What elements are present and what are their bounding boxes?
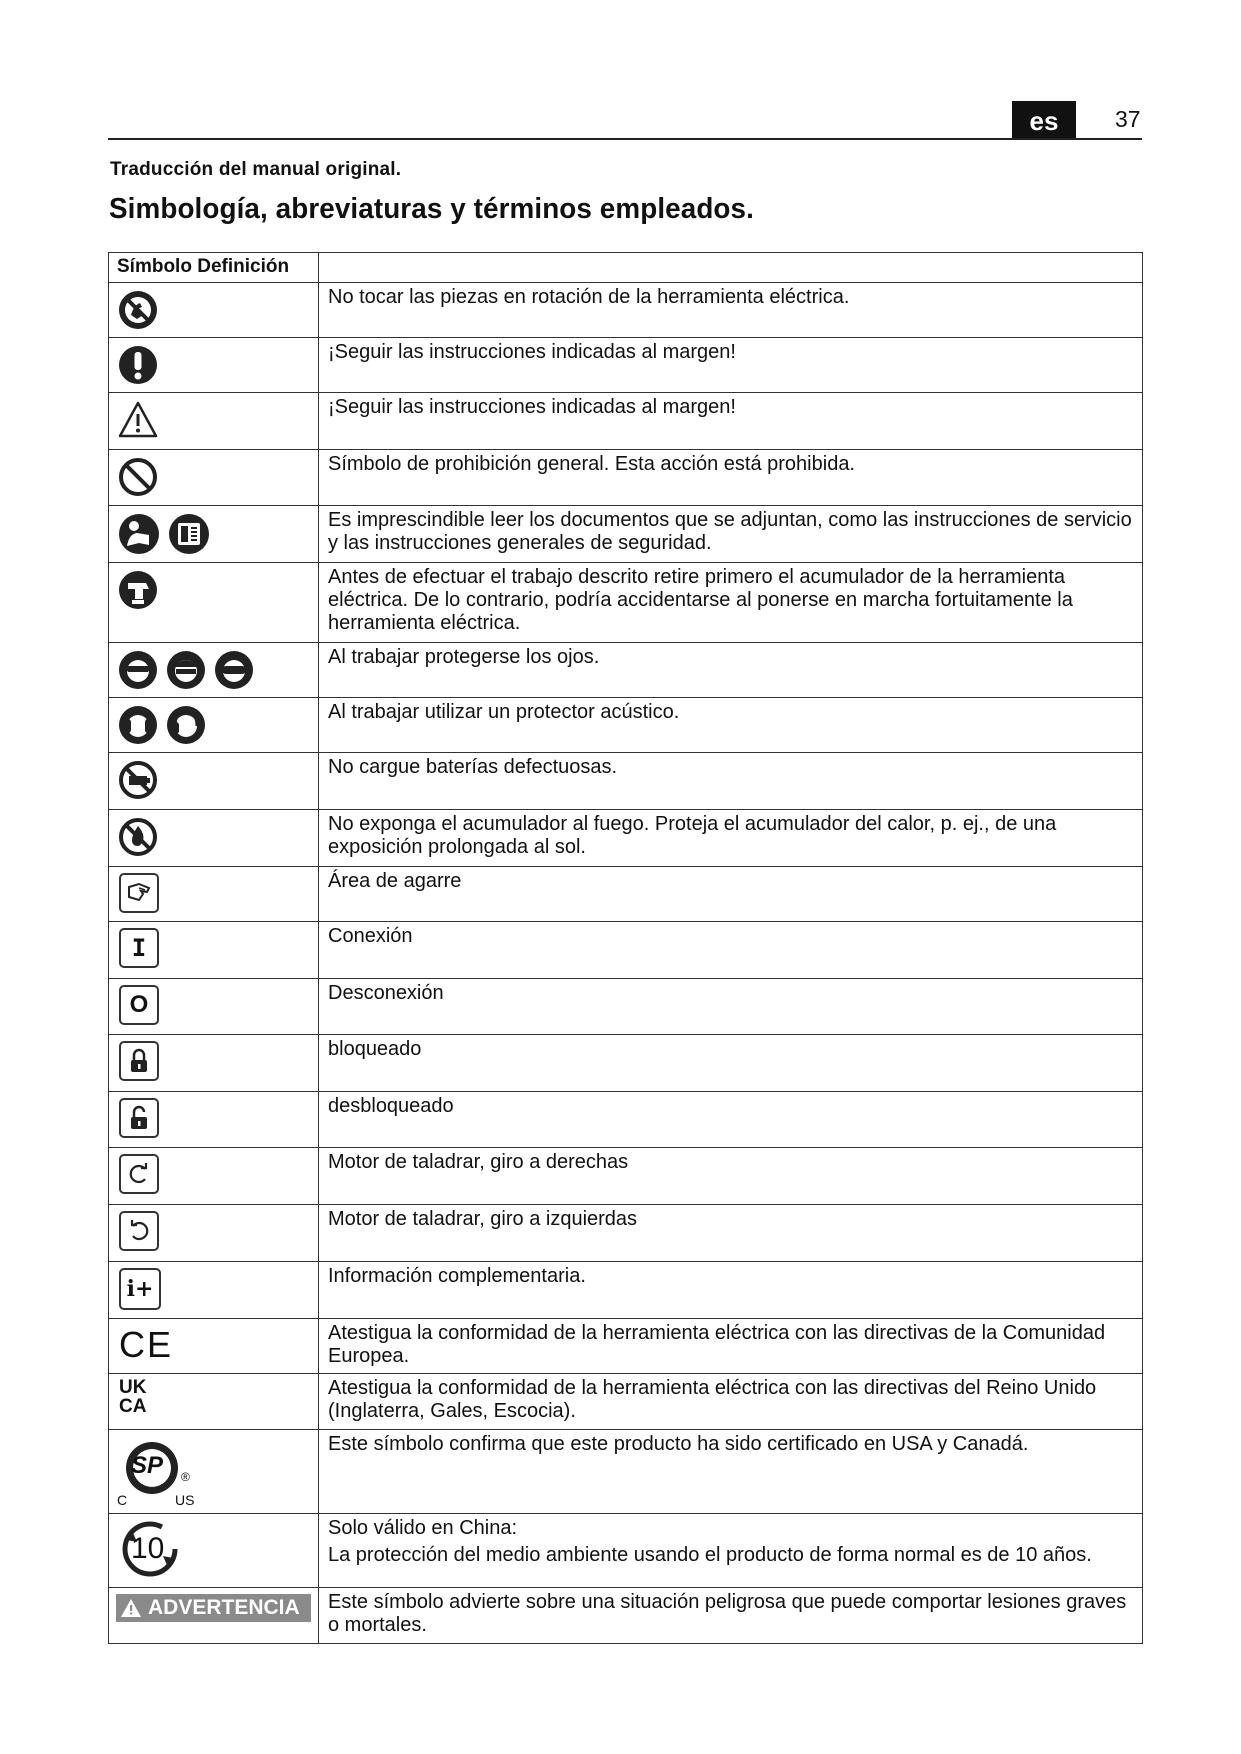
rotate-counterclockwise-icon (119, 1211, 159, 1251)
table-row (109, 698, 1143, 753)
table-row (109, 1205, 1143, 1262)
table-row (109, 1588, 1143, 1644)
definition-cell: Este símbolo advierte sobre una situación peligrosa que puede comportar lesiones graves o mortales. (319, 1588, 1143, 1644)
table-row (109, 1319, 1143, 1374)
table-row (109, 563, 1143, 643)
definition-cell: Símbolo de prohibición general. Esta acción está prohibida. (319, 450, 1143, 506)
table-row (109, 450, 1143, 506)
table-row (109, 506, 1143, 563)
table-row (109, 753, 1143, 810)
table-row (109, 338, 1143, 393)
warning-triangle-icon (120, 1598, 142, 1618)
read-manual-person-icon (117, 512, 161, 556)
no-fire-icon (117, 816, 159, 858)
table-row (109, 1148, 1143, 1205)
table-row (109, 283, 1143, 338)
table-row (109, 393, 1143, 450)
language-badge: es (1012, 101, 1076, 138)
definition-cell: Motor de taladrar, giro a derechas (319, 1148, 1143, 1205)
definition-cell: Información complementaria. (319, 1262, 1143, 1319)
symbols-table (108, 252, 1143, 1644)
definition-cell: Área de agarre (319, 867, 1143, 922)
table-header-label: Símbolo Definición (117, 256, 290, 277)
power-off-icon: O (119, 985, 159, 1025)
eye-protection-helmet-icon (165, 649, 207, 691)
document-subtitle: Traducción del manual original. (110, 159, 402, 180)
definition-cell: Antes de efectuar el trabajo descrito retire primero el acumulador de la herramienta eléctrica. De lo contrario, podría accidentarse al ponerse en marcha fortuitamente la herramienta eléctrica. (319, 563, 1143, 643)
table-row (109, 922, 1143, 979)
document-title: Simbología, abreviaturas y términos empleados. (109, 193, 754, 225)
table-row (109, 1374, 1143, 1430)
table-row (109, 1430, 1143, 1514)
ukca-mark-icon: UK CA (119, 1377, 147, 1417)
table-row (109, 867, 1143, 922)
definition-cell: Al trabajar utilizar un protector acústico. (319, 698, 1143, 753)
definition-cell: Conexión (319, 922, 1143, 979)
table-row (109, 1035, 1143, 1092)
header-rule (108, 138, 1142, 140)
table-row (109, 1514, 1143, 1588)
definition-cell: ¡Seguir las instrucciones indicadas al margen! (319, 393, 1143, 450)
definition-cell: Atestigua la conformidad de la herramienta eléctrica con las directivas del Reino Unido (Inglaterra, Gales, Escocia). (319, 1374, 1143, 1430)
eye-protection-goggles-icon (213, 649, 255, 691)
definition-cell: No exponga el acumulador al fuego. Proteja el acumulador del calor, p. ej., de una exposición prolongada al sol. (319, 810, 1143, 867)
definition-cell: ¡Seguir las instrucciones indicadas al margen! (319, 338, 1143, 393)
prohibition-icon (117, 456, 159, 498)
definition-cell: Solo válido en China: La protección del medio ambiente usando el producto de forma normal es de 10 años. (319, 1514, 1143, 1588)
definition-cell: Motor de taladrar, giro a izquierdas (319, 1205, 1143, 1262)
info-plus-icon: i+ (119, 1268, 161, 1310)
rotate-clockwise-icon (119, 1154, 159, 1194)
definition-cell: Atestigua la conformidad de la herramienta eléctrica con las directivas de la Comunidad Europea. (319, 1319, 1143, 1374)
csa-certification-icon: SP ® C US (109, 1430, 199, 1508)
eye-protection-glasses-icon (117, 649, 159, 691)
definition-cell: No cargue baterías defectuosas. (319, 753, 1143, 810)
warning-triangle-icon (117, 399, 159, 441)
table-header-row (109, 253, 1143, 283)
definition-cell: desbloqueado (319, 1092, 1143, 1148)
power-on-icon: I (119, 928, 159, 968)
definition-cell: Este símbolo confirma que este producto ha sido certificado en USA y Canadá. (319, 1430, 1143, 1514)
table-row (109, 1262, 1143, 1319)
mandatory-exclamation-icon (117, 344, 159, 386)
hearing-protection-icon (117, 704, 159, 746)
remove-battery-icon (117, 569, 159, 611)
grip-area-icon (119, 873, 159, 913)
china-environment-10-icon: 10 (109, 1514, 189, 1584)
lock-closed-icon (119, 1041, 159, 1081)
definition-cell: Al trabajar protegerse los ojos. (319, 643, 1143, 698)
lock-open-icon (119, 1098, 159, 1138)
ce-mark-icon: CE (119, 1324, 174, 1365)
definition-cell: bloqueado (319, 1035, 1143, 1092)
table-row (109, 810, 1143, 867)
no-touch-rotating-parts-icon (117, 289, 159, 331)
table-row (109, 643, 1143, 698)
definition-cell: No tocar las piezas en rotación de la herramienta eléctrica. (319, 283, 1143, 338)
hearing-protection-earmuff-icon (165, 704, 207, 746)
definition-cell: Desconexión (319, 979, 1143, 1035)
advertencia-warning-label: ADVERTENCIA (116, 1594, 311, 1622)
table-row (109, 1092, 1143, 1148)
page-number: 37 (1115, 106, 1141, 132)
manual-book-icon (167, 512, 211, 556)
no-charge-defective-battery-icon (117, 759, 159, 801)
definition-cell: Es imprescindible leer los documentos que se adjuntan, como las instrucciones de servicio y las instrucciones generales de seguridad. (319, 506, 1143, 563)
table-row (109, 979, 1143, 1035)
